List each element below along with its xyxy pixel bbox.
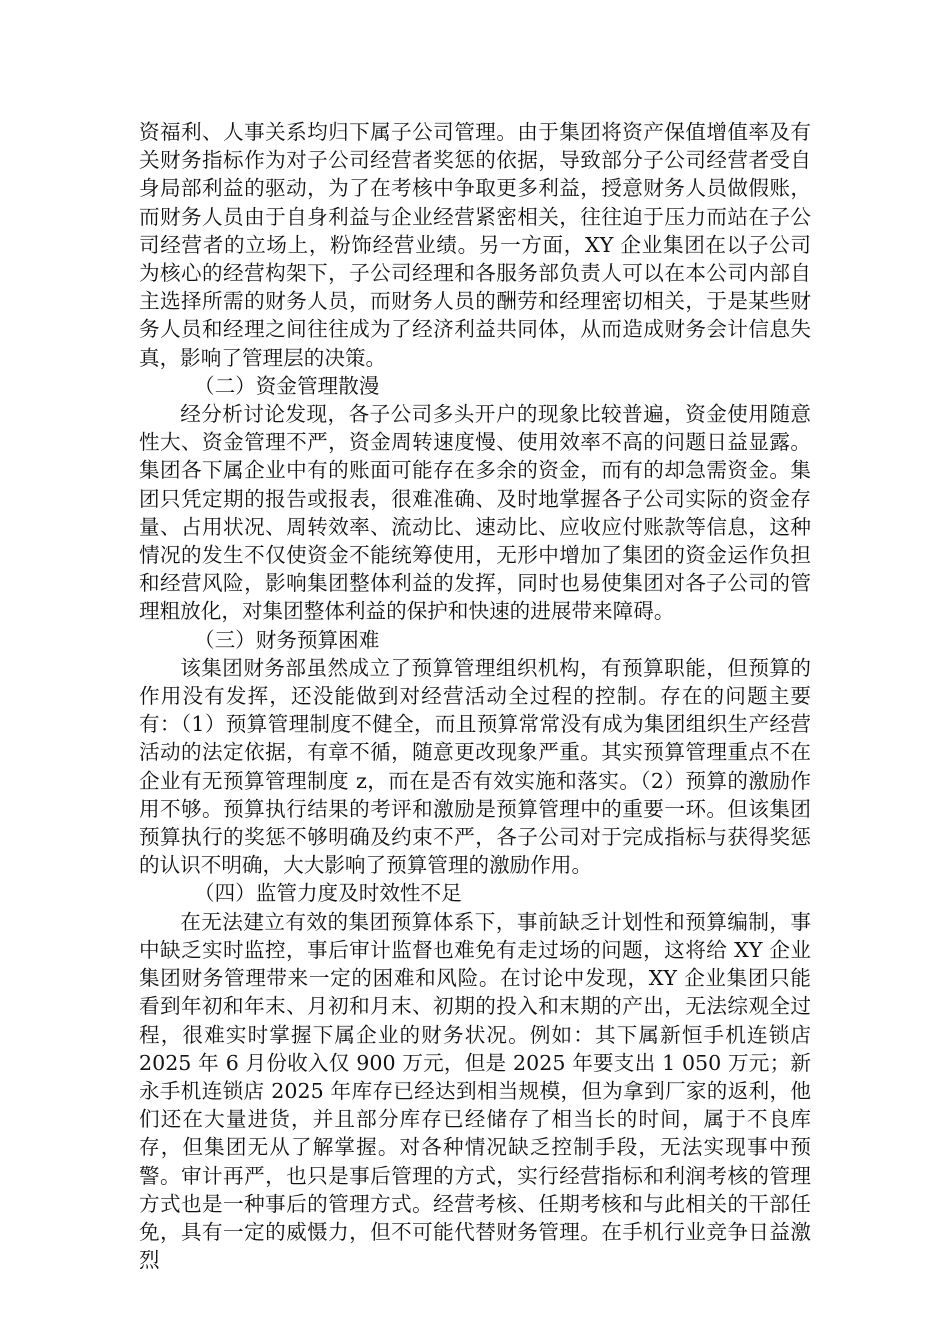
paragraph-supervision: 在无法建立有效的集团预算体系下，事前缺乏计划性和预算编制，事中缺乏实时监控，事后审计监督也难免有走过场的问题，这将给 XY 企业集团财务管理带来一定的困难和风险。在讨论中发现，XY 企业集团只能看到年初和年末、月初和月末、初期的投入和末期的产出，无法综观全过程，很难实时掌握下属企业的财务状况。例如：其下属新恒手机连锁店 2025 年 6 月份收入仅 900 万元，但是 2025 年要支出 1 050 万元；新永手机连锁店 2025 年库存已经达到相当规模，但为拿到厂家的返利，他们还在大量进货，并且部分库存已经储存了相当长的时间，属于不良库存，但集团无从了解掌握。对各种情况缺乏控制手段，无法实现事中预警。审计再严，也只是事后管理的方式，实行经营指标和利润考核的管理方式也是一种事后的管理方式。经营考核、任期考核和与此相关的干部任免，具有一定的威慑力，但不可能代替财务管理。在手机行业竞争日益激烈 — [139, 909, 811, 1273]
paragraph-funds: 经分析讨论发现，各子公司多头开户的现象比较普遍，资金使用随意性大、资金管理不严，资金周转速度慢、使用效率不高的问题日益显露。集团各下属企业中有的账面可能存在多余的资金，而有的却急需资金。集团只凭定期的报告或报表，很难准确、及时地掌握各子公司实际的资金存量、占用状况、周转效率、流动比、速动比、应收应付账款等信息，这种情况的发生不仅使资金不能统筹使用，无形中增加了集团的资金运作负担和经营风险，影响集团整体利益的发挥，同时也易使集团对各子公司的管理粗放化，对集团整体利益的保护和快速的进展带来障碍。 — [139, 402, 811, 624]
section-heading-budget: （三）财务预算困难 — [194, 627, 380, 652]
section-heading-funds: （二）资金管理散漫 — [194, 373, 380, 398]
paragraph-continued: 资福利、人事关系均归下属子公司管理。由于集团将资产保值增值率及有关财务指标作为对子公司经营者奖惩的依据，导致部分子公司经营者受自身局部利益的驱动，为了在考核中争取更多利益，授意财务人员做假账，而财务人员由于自身利益与企业经营紧密相关，往往迫于压力而站在子公司经营者的立场上，粉饰经营业绩。另一方面，XY 企业集团在以子公司为核心的经营构架下，子公司经理和各服务部负责人可以在本公司内部自主选择所需的财务人员，而财务人员的酬劳和经理密切相关，于是某些财务人员和经理之间往往成为了经济利益共同体，从而造成财务会计信息失真，影响了管理层的决策。 — [139, 120, 811, 370]
section-heading-supervision: （四）监管力度及时效性不足 — [194, 881, 462, 906]
document-body — [139, 118, 811, 1274]
paragraph-budget: 该集团财务部虽然成立了预算管理组织机构，有预算职能，但预算的作用没有发挥，还没能做到对经营活动全过程的控制。存在的问题主要有：（1）预算管理制度不健全，而且预算常常没有成为集团组织生产经营活动的法定依据，有章不循，随意更改现象严重。其实预算管理重点不在企业有无预算管理制度 z，而在是否有效实施和落实。（2）预算的激励作用不够。预算执行结果的考评和激励是预算管理中的重要一环。但该集团预算执行的奖惩不够明确及约束不严，各子公司对于完成指标与获得奖惩的认识不明确，大大影响了预算管理的激励作用。 — [139, 655, 811, 878]
